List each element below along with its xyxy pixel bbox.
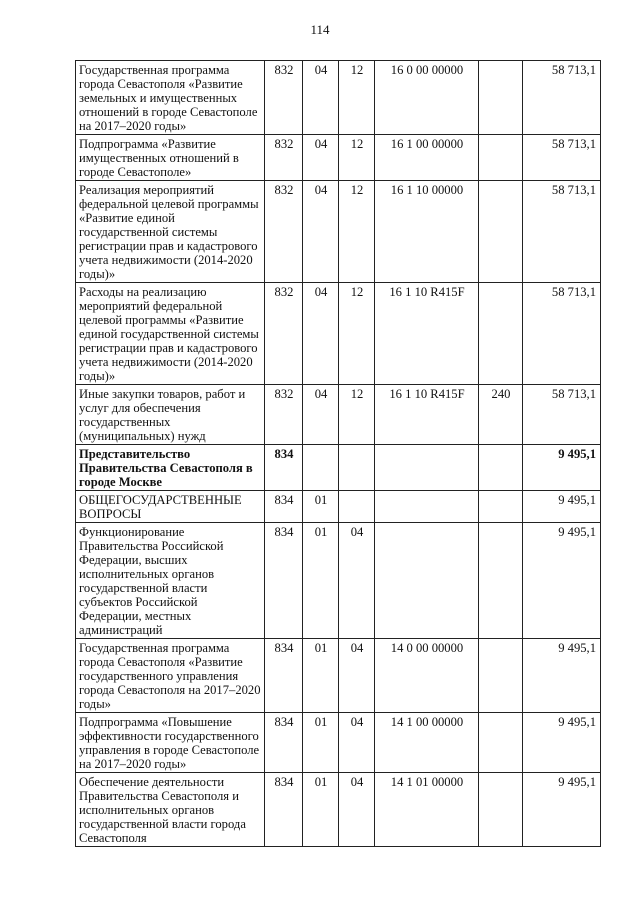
subsection-code-cell: 04	[339, 523, 375, 639]
section-code-cell	[303, 445, 339, 491]
subsection-code-cell: 04	[339, 639, 375, 713]
expense-name-cell: Государственная программа города Севастополя «Развитие государственного управления города Севастополя на 2017–2020 годы»	[76, 639, 265, 713]
expense-name-cell: Государственная программа города Севастополя «Развитие земельных и имущественных отношений в городе Севастополе на 2017–2020 годы»	[76, 61, 265, 135]
amount-cell: 9 495,1	[523, 445, 601, 491]
expense-name-cell: Представительство Правительства Севастополя в городе Москве	[76, 445, 265, 491]
target-article-cell: 16 1 10 00000	[375, 181, 479, 283]
department-code-cell: 834	[265, 491, 303, 523]
table-row	[76, 713, 601, 773]
department-code-cell: 834	[265, 523, 303, 639]
table-row	[76, 61, 601, 135]
subsection-code-cell: 12	[339, 61, 375, 135]
section-code-cell: 01	[303, 491, 339, 523]
amount-cell: 58 713,1	[523, 283, 601, 385]
expense-name-cell: Функционирование Правительства Российской Федерации, высших исполнительных органов государственной власти субъектов Российской Федерации, местных администраций	[76, 523, 265, 639]
target-article-cell: 16 1 00 00000	[375, 135, 479, 181]
expense-name-cell: Расходы на реализацию мероприятий федеральной целевой программы «Развитие единой государственной системы регистрации прав и кадастрового учета недвижимости (2014-2020 годы)»	[76, 283, 265, 385]
expense-type-cell	[479, 61, 523, 135]
target-article-cell: 16 1 10 R415F	[375, 385, 479, 445]
subsection-code-cell	[339, 491, 375, 523]
amount-cell: 58 713,1	[523, 181, 601, 283]
department-code-cell: 832	[265, 283, 303, 385]
amount-cell: 58 713,1	[523, 135, 601, 181]
department-code-cell: 832	[265, 135, 303, 181]
expense-type-cell	[479, 639, 523, 713]
subsection-code-cell: 04	[339, 773, 375, 847]
table-row	[76, 283, 601, 385]
table-row	[76, 491, 601, 523]
expense-name-cell: Обеспечение деятельности Правительства Севастополя и исполнительных органов государственной власти города Севастополя	[76, 773, 265, 847]
section-code-cell: 01	[303, 639, 339, 713]
target-article-cell: 16 1 10 R415F	[375, 283, 479, 385]
section-code-cell: 01	[303, 523, 339, 639]
expense-name-cell: Реализация мероприятий федеральной целевой программы «Развитие единой государственной системы регистрации прав и кадастрового учета недвижимости (2014-2020 годы)»	[76, 181, 265, 283]
table-row	[76, 385, 601, 445]
department-code-cell: 832	[265, 385, 303, 445]
amount-cell: 9 495,1	[523, 773, 601, 847]
expense-type-cell: 240	[479, 385, 523, 445]
subsection-code-cell: 12	[339, 385, 375, 445]
target-article-cell	[375, 523, 479, 639]
section-code-cell: 04	[303, 385, 339, 445]
target-article-cell: 14 1 01 00000	[375, 773, 479, 847]
expense-type-cell	[479, 181, 523, 283]
budget-table-body	[76, 61, 601, 847]
table-row	[76, 181, 601, 283]
department-code-cell: 834	[265, 773, 303, 847]
department-code-cell: 834	[265, 713, 303, 773]
section-code-cell: 01	[303, 713, 339, 773]
target-article-cell	[375, 491, 479, 523]
section-code-cell: 04	[303, 283, 339, 385]
expense-name-cell: Подпрограмма «Развитие имущественных отношений в городе Севастополе»	[76, 135, 265, 181]
section-code-cell: 01	[303, 773, 339, 847]
budget-table	[75, 60, 601, 847]
expense-name-cell: Подпрограмма «Повышение эффективности государственного управления в городе Севастополе на 2017–2020 годы»	[76, 713, 265, 773]
section-code-cell: 04	[303, 61, 339, 135]
subsection-code-cell: 04	[339, 713, 375, 773]
section-code-cell: 04	[303, 181, 339, 283]
expense-type-cell	[479, 135, 523, 181]
table-row	[76, 135, 601, 181]
amount-cell: 9 495,1	[523, 491, 601, 523]
subsection-code-cell: 12	[339, 283, 375, 385]
amount-cell: 58 713,1	[523, 385, 601, 445]
expense-type-cell	[479, 283, 523, 385]
amount-cell: 9 495,1	[523, 713, 601, 773]
page-number: 114	[310, 22, 330, 37]
subsection-code-cell: 12	[339, 135, 375, 181]
subsection-code-cell	[339, 445, 375, 491]
department-code-cell: 832	[265, 181, 303, 283]
table-row	[76, 523, 601, 639]
department-code-cell: 834	[265, 445, 303, 491]
expense-type-cell	[479, 445, 523, 491]
section-code-cell: 04	[303, 135, 339, 181]
table-row	[76, 445, 601, 491]
amount-cell: 58 713,1	[523, 61, 601, 135]
target-article-cell: 14 1 00 00000	[375, 713, 479, 773]
expense-type-cell	[479, 773, 523, 847]
table-row	[76, 639, 601, 713]
table-row	[76, 773, 601, 847]
expense-type-cell	[479, 523, 523, 639]
expense-type-cell	[479, 713, 523, 773]
target-article-cell: 14 0 00 00000	[375, 639, 479, 713]
department-code-cell: 834	[265, 639, 303, 713]
target-article-cell	[375, 445, 479, 491]
target-article-cell: 16 0 00 00000	[375, 61, 479, 135]
subsection-code-cell: 12	[339, 181, 375, 283]
expense-name-cell: ОБЩЕГОСУДАРСТВЕННЫЕ ВОПРОСЫ	[76, 491, 265, 523]
expense-name-cell: Иные закупки товаров, работ и услуг для обеспечения государственных (муниципальных) нужд	[76, 385, 265, 445]
department-code-cell: 832	[265, 61, 303, 135]
amount-cell: 9 495,1	[523, 639, 601, 713]
expense-type-cell	[479, 491, 523, 523]
amount-cell: 9 495,1	[523, 523, 601, 639]
